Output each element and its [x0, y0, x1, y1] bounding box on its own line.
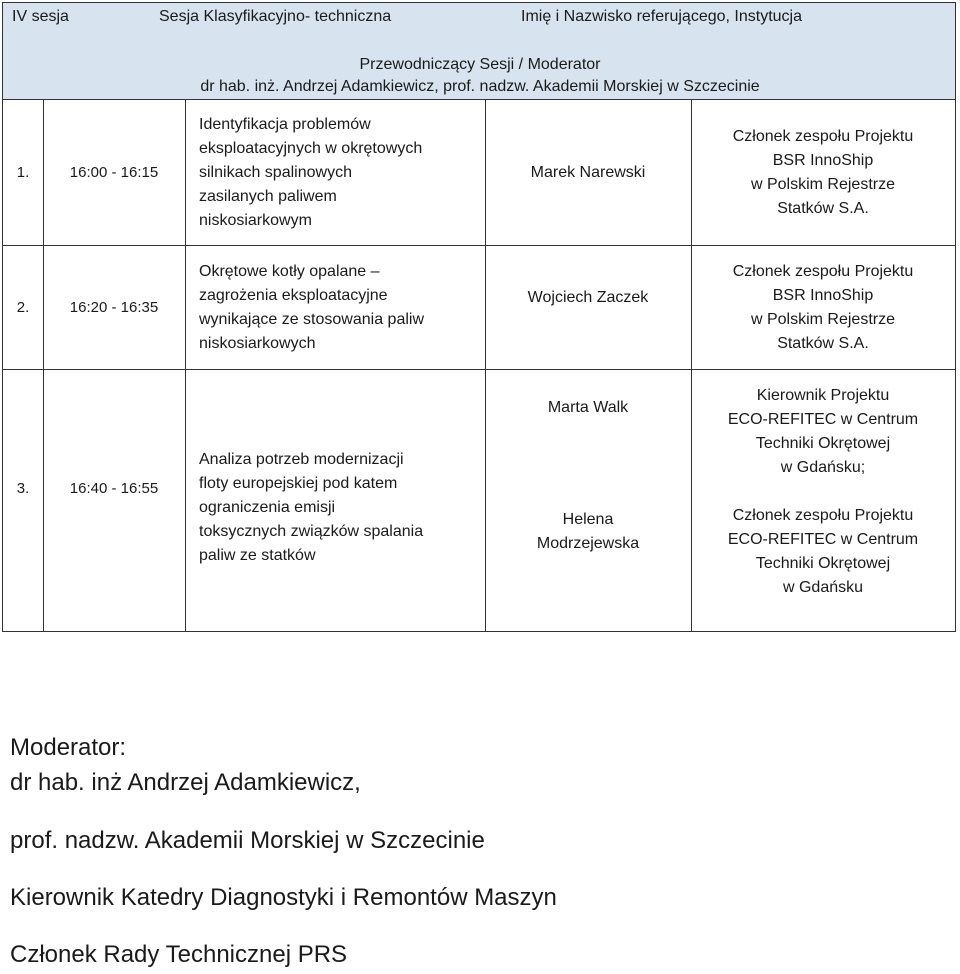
session-type: Sesja Klasyfikacyjno- techniczna [159, 8, 392, 25]
talk-title: Identyfikacja problemów eksploatacyjnych w okrętowych silnikach spalinowych zasilanych paliwem niskosiarkowym [199, 115, 423, 229]
time-slot: 16:20 - 16:35 [69, 299, 159, 316]
speaker-institution: Członek zespołu Projektu BSR InnoShip w Polskim Rejestrze Statków S.A. [732, 262, 914, 352]
table-row [2, 246, 956, 370]
table-row [2, 100, 956, 246]
speaker-institution: Kierownik Projektu ECO-REFITEC w Centrum Techniki Okrętowej w Gdańsku; Członek zespołu Projektu ECO-REFITEC w Centrum Techniki Okrętowej w Gdańsku [727, 387, 919, 596]
footer-moderator-board: Członek Rady Technicznej PRS [10, 941, 348, 968]
speakers [485, 370, 691, 631]
row-number: 2. [16, 299, 30, 316]
time-slot: 16:00 - 16:15 [69, 164, 159, 181]
talk-title: Okrętowe kotły opalane – zagrożenia eksploatacyjne wynikające ze stosowania paliw niskosiarkowych [199, 262, 424, 352]
speaker-column-header: Imię i Nazwisko referującego, Instytucja [521, 8, 802, 25]
speaker-institution: Członek zespołu Projektu BSR InnoShip w Polskim Rejestrze Statków S.A. [732, 127, 914, 217]
footer-moderator-position: Kierownik Katedry Diagnostyki i Remontów Maszyn [10, 884, 557, 911]
session-number: IV sesja [12, 8, 69, 25]
speaker-name: Marek Narewski [530, 163, 646, 181]
table-row [2, 370, 956, 632]
row-number: 3. [16, 480, 30, 497]
speaker-name: Wojciech Zaczek [527, 289, 649, 306]
moderator-name: dr hab. inż. Andrzej Adamkiewicz, prof. nadzw. Akademii Morskiej w Szczecinie [200, 78, 760, 95]
time-slot: 16:40 - 16:55 [69, 480, 159, 497]
moderator-label: Przewodniczący Sesji / Moderator [359, 56, 601, 73]
session-table [2, 2, 956, 632]
session-header [2, 2, 956, 100]
footer-moderator-name: dr hab. inż Andrzej Adamkiewicz, [10, 769, 361, 796]
speaker-name: Helena Modrzejewska [536, 511, 640, 552]
speaker-name: Marta Walk [547, 399, 629, 416]
footer-moderator-label: Moderator: [10, 734, 127, 761]
talk-title: Analiza potrzeb modernizacji floty europejskiej pod katem ograniczenia emisji toksycznych związków spalania paliw ze statków [199, 451, 424, 564]
moderator-info [3, 54, 957, 98]
row-number: 1. [16, 164, 30, 181]
footer-moderator-title: prof. nadzw. Akademii Morskiej w Szczecinie [10, 827, 485, 854]
